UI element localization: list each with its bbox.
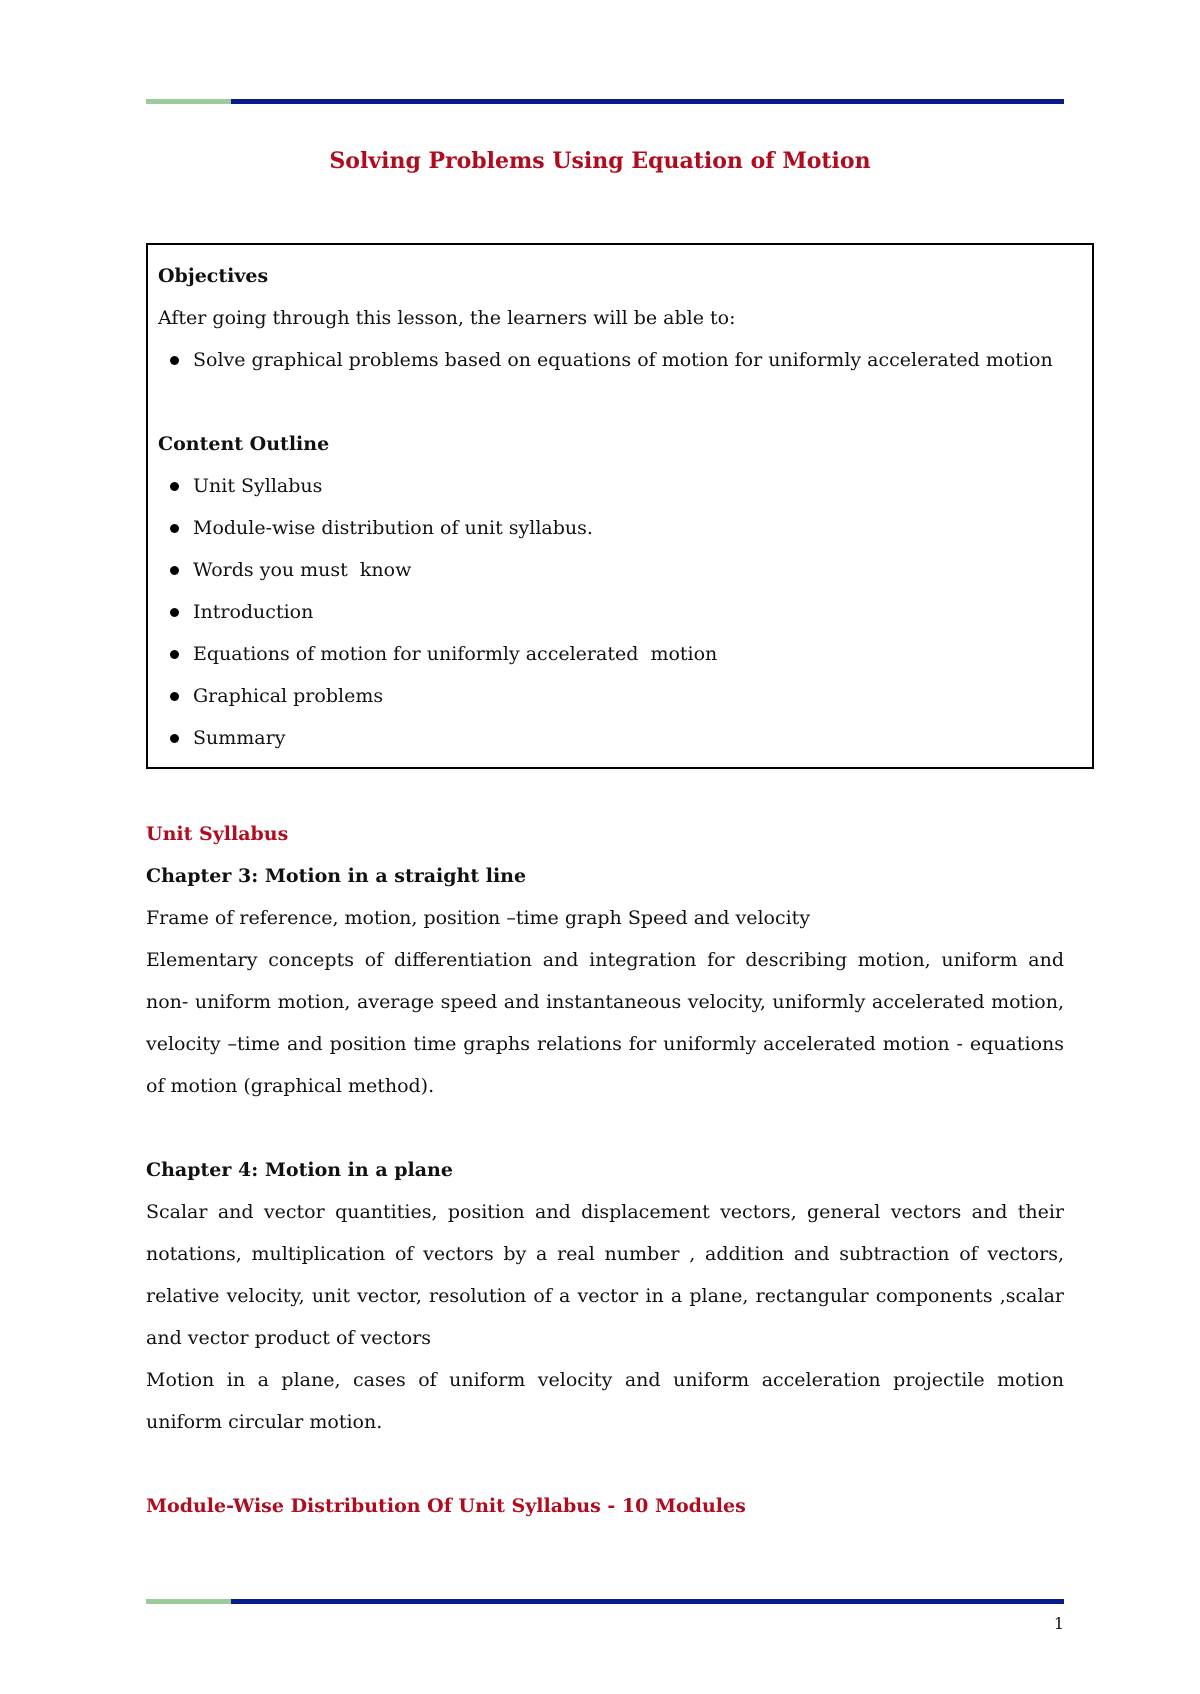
bullet-icon: [170, 524, 179, 533]
objectives-list: [158, 339, 1082, 381]
chapter-4-paragraph-1: Scalar and vector quantities, position and displacement vectors, general vectors and their notations, multiplication of vectors by a real number , addition and subtraction of vectors, relative velocity, unit vector, resolution of a vector in a plane, rectangular components ,scalar and vector product of vectors: [146, 1201, 1064, 1349]
spacer: [146, 1443, 1064, 1485]
list-item: [158, 633, 1082, 675]
bullet-icon: [170, 566, 179, 575]
objectives-box: [146, 243, 1094, 769]
chapter-3-heading: Chapter 3: Motion in a straight line: [146, 865, 527, 887]
chapter-4-heading: Chapter 4: Motion in a plane: [146, 1159, 453, 1181]
list-item: [158, 717, 1082, 759]
main-content: [146, 813, 1064, 1527]
list-item-text: Unit Syllabus: [193, 475, 323, 497]
objectives-intro: After going through this lesson, the learners will be able to:: [158, 307, 736, 329]
content-outline-list: [158, 465, 1082, 759]
list-item-text: Words you must know: [193, 559, 412, 581]
list-item: [158, 549, 1082, 591]
page-title: Solving Problems Using Equation of Motion: [329, 148, 871, 174]
spacer: [158, 381, 1082, 423]
module-distribution-heading: Module-Wise Distribution Of Unit Syllabus - 10 Modules: [146, 1495, 746, 1517]
list-item-text: Solve graphical problems based on equations of motion for uniformly accelerated motion: [193, 349, 1053, 371]
list-item-text: Module-wise distribution of unit syllabus.: [193, 517, 593, 539]
bullet-icon: [170, 734, 179, 743]
bullet-icon: [170, 692, 179, 701]
list-item-text: Summary: [193, 727, 286, 749]
list-item-text: Graphical problems: [193, 685, 384, 707]
unit-syllabus-heading: Unit Syllabus: [146, 823, 289, 845]
header-rule-green-segment: [146, 99, 231, 104]
list-item: [158, 591, 1082, 633]
bullet-icon: [170, 356, 179, 365]
list-item: [158, 465, 1082, 507]
chapter-4-paragraph-2: Motion in a plane, cases of uniform velocity and uniform acceleration projectile motion uniform circular motion.: [146, 1369, 1064, 1433]
page-number: 1: [1053, 1614, 1064, 1633]
objectives-heading: Objectives: [158, 265, 269, 287]
header-rule-blue-segment: [231, 99, 1064, 104]
content-outline-heading: Content Outline: [158, 433, 330, 455]
list-item: [158, 507, 1082, 549]
list-item-text: Equations of motion for uniformly accelerated motion: [193, 643, 718, 665]
list-item: [158, 675, 1082, 717]
bullet-icon: [170, 650, 179, 659]
chapter-3-paragraph: Elementary concepts of differentiation and integration for describing motion, uniform and non- uniform motion, average speed and instantaneous velocity, uniformly accelerated motion, velocity –time and position time graphs relations for uniformly accelerated motion - equations of motion (graphical method).: [146, 949, 1064, 1097]
bullet-icon: [170, 608, 179, 617]
footer-rule: [146, 1599, 1064, 1604]
bullet-icon: [170, 482, 179, 491]
list-item: [158, 339, 1082, 381]
list-item-text: Introduction: [193, 601, 314, 623]
chapter-3-line: Frame of reference, motion, position –time graph Speed and velocity: [146, 907, 811, 929]
footer-rule-green-segment: [146, 1599, 231, 1604]
footer-rule-blue-segment: [231, 1599, 1064, 1604]
header-rule: [146, 99, 1064, 104]
spacer: [146, 1107, 1064, 1149]
